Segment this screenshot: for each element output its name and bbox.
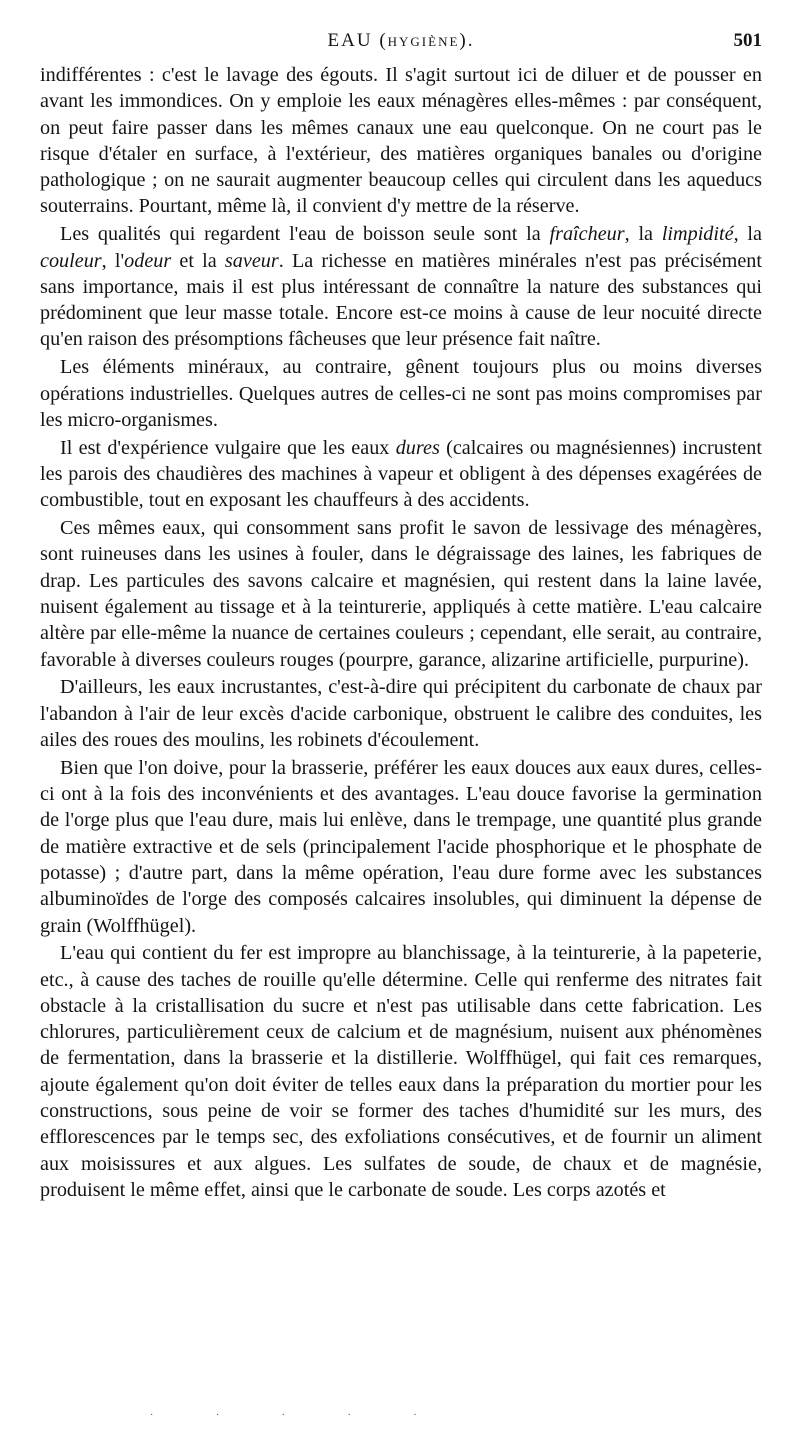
emphasized-term: fraîcheur xyxy=(549,223,625,246)
paragraph-8 xyxy=(40,940,762,1203)
emphasized-term: limpidité xyxy=(661,223,734,246)
text-run: Les éléments minéraux, au contraire, gênent toujours plus ou moins diverses opérations industrielles. Quelques autres de celles-ci ne sont pas moins compromises par les micro-organismes. xyxy=(40,356,762,431)
text-run: et la xyxy=(171,249,225,272)
text-run: (calcaires ou magnésiennes) incrustent les parois des chaudières des machines à vapeur et obligent à des dépenses exagérées de combustible, tout en exposant les chauffeurs à des accidents. xyxy=(40,436,763,512)
running-header xyxy=(40,30,762,58)
text-run: , la xyxy=(624,223,662,246)
header-subject: HYGIÈNE xyxy=(387,34,460,49)
page-number: 501 xyxy=(733,30,762,51)
emphasized-term: dures xyxy=(395,436,440,459)
text-run: indifférentes : c'est le lavage des égouts. Il s'agit surtout ici de diluer et de pousser en avant les immondices. On y emploie les eaux ménagères elles-mêmes : par conséquent, on peut faire passer dans les mêmes canaux une eau quelconque. On ne court pas le risque d'étaler en surface, à l'extérieur, des matières organiques banales ou d'origine pathologique ; on ne saurait augmenter beaucoup celles qui circulent dans les aqueducs souterrains. Pourtant, même là, il convient d'y mettre de la réserve. xyxy=(40,64,762,218)
emphasized-term: saveur xyxy=(224,249,279,272)
emphasized-term: couleur xyxy=(40,249,102,272)
text-run: D'ailleurs, les eaux incrustantes, c'est-à-dire qui précipitent du carbonate de chaux par l'abandon à l'air de leur excès d'acide carbonique, obstruent le calibre des conduites, les ailes des roues des moulins, les robinets d'écoulement. xyxy=(40,676,762,751)
text-run: L'eau qui contient du fer est impropre au blanchissage, à la teinturerie, à la papeterie, etc., à cause des taches de rouille qu'elle détermine. Celle qui renferme des nitrates fait obstacle à la cristallisation du sucre et n'est pas utilisable dans cette fabrication. Les chlorures, particulièrement ceux de calcium et de magnésium, nuisent aux phénomènes de fermentation, dans la brasserie et la distillerie. Wolffhügel, qui fait ces remarques, ajoute également qu'on doit éviter de telles eaux dans la préparation du mortier pour les constructions, sous peine de voir se former des taches d'humidité sur les murs, des efflorescences par le temps sec, des exfoliations consécutives, et de fournir un aliment aux moisissures et aux algues. Les sulfates de soude, de chaux et de magnésie, produisent le même effet, ainsi que le carbonate de soude. Les corps azotés et xyxy=(40,942,762,1201)
paragraph-7 xyxy=(40,755,762,939)
paragraph-5 xyxy=(40,515,762,673)
body-text xyxy=(40,62,762,1205)
text-run: , la xyxy=(733,223,762,246)
emphasized-term: odeur xyxy=(124,249,172,272)
header-paren-open: ( xyxy=(379,30,388,51)
header-paren-close: ). xyxy=(459,30,475,51)
text-run: Bien que l'on doive, pour la brasserie, préférer les eaux douces aux eaux dures, celles-ci ont à la fois des inconvénients et des avantages. L'eau douce favorise la germination de l'orge plus que l'eau dure, mais lui enlève, dans le trempage, une quantité plus grande de matière extractive et de sels (principalement l'acide phosphorique et le phosphate de potasse) ; d'autre part, dans la même opération, l'eau dure forme avec les substances albuminoïdes de l'orge des composés calcaires insolubles, qui diminuent la dépense de grain (Wolffhügel). xyxy=(40,756,762,937)
paragraph-6 xyxy=(40,674,762,753)
text-run: . La richesse en matières minérales n'est pas précisément sans importance, mais il est plus intéressant de connaître la nature des substances qui prédominent que leur masse totale. Encore est-ce moins à cause de leur nocuité directe qu'en raison des présomptions fâcheuses que leur présence fait naître. xyxy=(40,249,763,351)
paragraph-1 xyxy=(40,62,762,220)
scan-specks: · · · · · xyxy=(150,1410,447,1421)
paragraph-3 xyxy=(40,354,762,433)
header-title xyxy=(40,30,762,52)
text-run: Il est d'expérience vulgaire que les eaux xyxy=(60,436,396,459)
text-run: , l' xyxy=(101,249,125,272)
text-run: Les qualités qui regardent l'eau de boisson seule sont la xyxy=(60,223,550,246)
paragraph-2 xyxy=(40,221,762,352)
paragraph-4 xyxy=(40,435,762,514)
text-run: Ces mêmes eaux, qui consomment sans profit le savon de lessivage des ménagères, sont ruineuses dans les usines à fouler, dans le dégraissage des laines, les fabriques de drap. Les particules des savons calcaire et magnésien, qui restent dans la laine lavée, nuisent également au tissage et à la teinturerie, appliqués à cette matière. L'eau calcaire altère par elle-même la nuance de certaines couleurs ; cependant, elle serait, au contraire, favorable à diverses couleurs rouges (pourpre, garance, alizarine artificielle, purpurine). xyxy=(40,517,762,671)
header-title-main: EAU xyxy=(327,30,373,51)
